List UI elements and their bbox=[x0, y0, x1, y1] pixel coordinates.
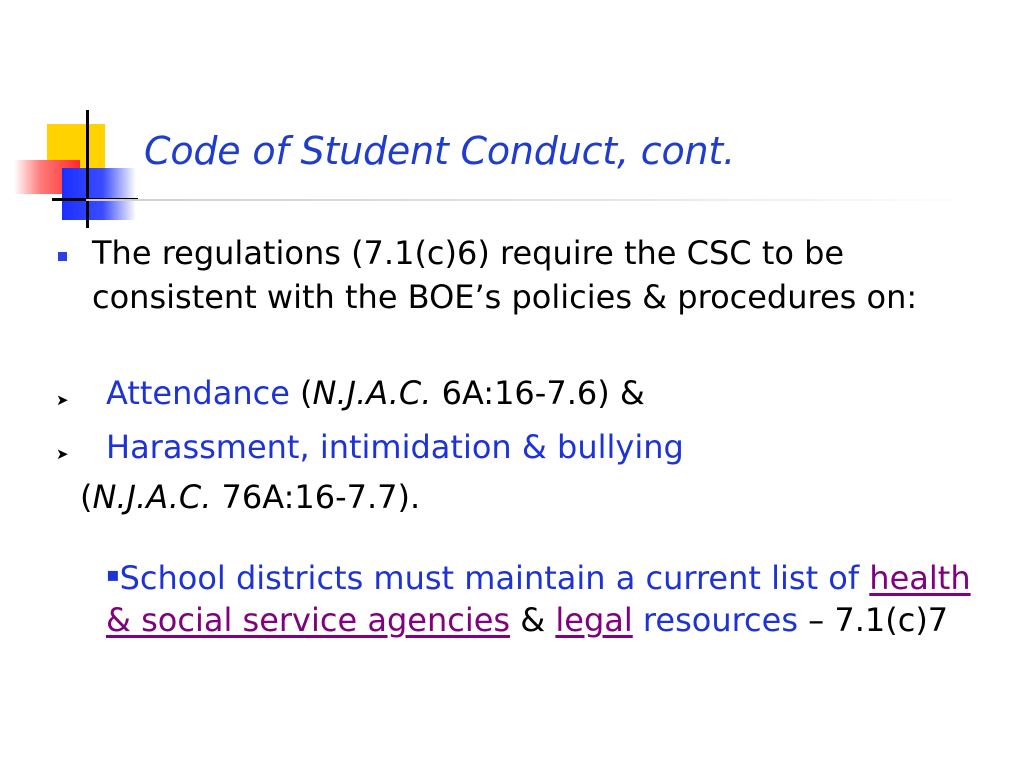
citation: N.J.A.C. bbox=[312, 374, 432, 412]
note-suffix: – 7.1(c)7 bbox=[808, 601, 949, 639]
title-divider bbox=[86, 199, 986, 201]
logo-blue-square bbox=[62, 168, 136, 220]
logo-vertical-line bbox=[86, 110, 89, 228]
note-text-after: resources bbox=[632, 601, 809, 639]
arrowhead-bullet-icon: ➤ bbox=[56, 391, 69, 409]
note-text-before: School districts must maintain a current list of bbox=[119, 559, 870, 597]
citation-ref: 6A:16-7.6) & bbox=[431, 374, 645, 412]
citation-continuation bbox=[80, 475, 420, 519]
health-social-services-link[interactable]: health & social service agencies bbox=[106, 559, 971, 639]
sub-item-attendance bbox=[106, 371, 645, 415]
sub-item-label: Harassment, intimidation & bullying bbox=[106, 428, 684, 466]
legal-link[interactable]: legal bbox=[555, 601, 633, 639]
sub-item-label: Attendance bbox=[106, 374, 290, 412]
square-bullet-icon bbox=[58, 252, 67, 261]
citation: N.J.A.C. bbox=[92, 478, 212, 516]
open-paren: ( bbox=[80, 478, 93, 516]
sub-item-harassment bbox=[106, 425, 684, 469]
main-bullet-text: The regulations (7.1(c)6) require the CSC to be consistent with the BOE’s policies & procedures on: bbox=[92, 234, 918, 316]
note-amp: & bbox=[510, 601, 556, 639]
arrowhead-bullet-icon: ➤ bbox=[56, 445, 69, 463]
small-square-bullet-icon: ▪ bbox=[106, 562, 120, 586]
page-title: Code of Student Conduct, cont. bbox=[144, 129, 735, 173]
open-paren: ( bbox=[289, 374, 313, 412]
resources-note bbox=[106, 553, 976, 641]
citation-ref: 76A:16-7.7). bbox=[211, 478, 421, 516]
